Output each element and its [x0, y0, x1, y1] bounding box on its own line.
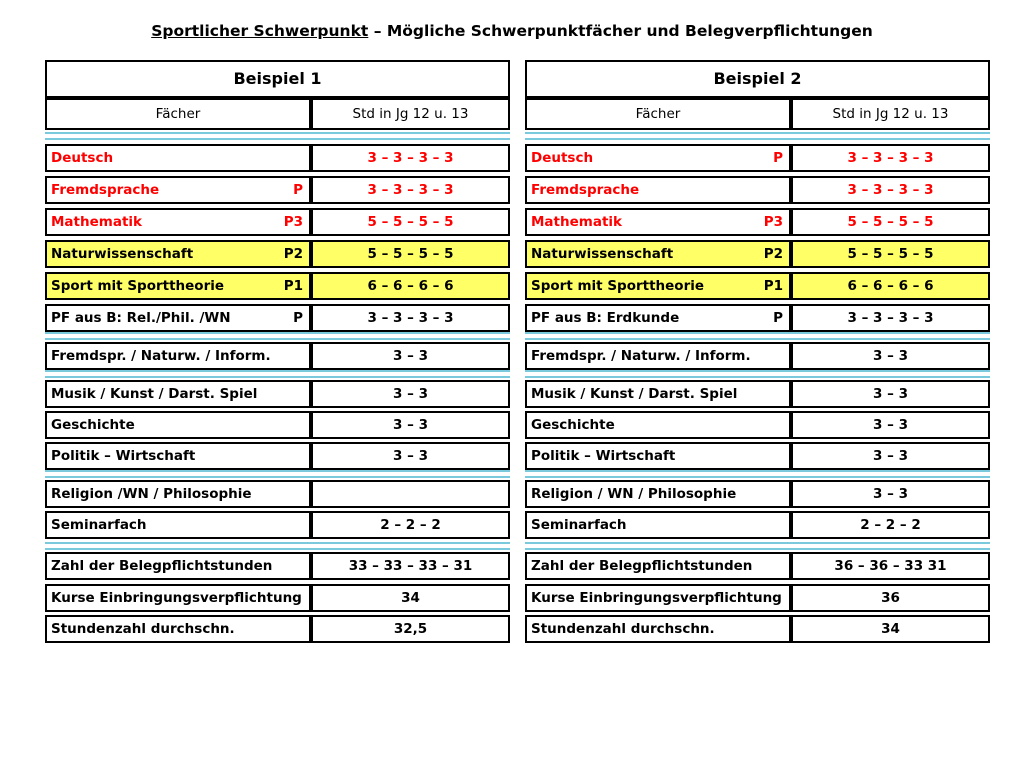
hours-cell: 34 — [791, 615, 990, 643]
table-heading: Beispiel 2 — [525, 60, 990, 98]
hours-cell: 6 – 6 – 6 – 6 — [311, 272, 510, 300]
subject-cell — [525, 380, 791, 408]
section-separator — [45, 132, 510, 140]
table-row — [45, 511, 510, 539]
subject-label: Politik – Wirtschaft — [531, 448, 676, 464]
hours-cell: 3 – 3 – 3 – 3 — [791, 304, 990, 332]
table-row — [45, 584, 510, 612]
table-row — [45, 380, 510, 408]
subject-label: Sport mit Sporttheorie — [51, 278, 225, 294]
subject-cell — [45, 584, 311, 612]
subject-cell — [525, 208, 791, 236]
page-title — [0, 22, 1024, 40]
hours-cell: 36 — [791, 584, 990, 612]
subject-cell — [45, 342, 311, 370]
exam-subject-tag: P — [293, 310, 303, 326]
hours-cell — [311, 480, 510, 508]
subject-label: Geschichte — [531, 417, 615, 433]
column-header-hours: Std in Jg 12 u. 13 — [791, 98, 990, 130]
hours-cell: 36 – 36 – 33 31 — [791, 552, 990, 580]
subject-label: Fremdsprache — [531, 182, 640, 198]
column-header-row — [525, 98, 990, 130]
subject-label: Deutsch — [531, 150, 594, 166]
subject-cell — [45, 552, 311, 580]
section-separator — [525, 370, 990, 378]
subject-cell — [525, 304, 791, 332]
table-row — [525, 272, 990, 300]
hours-cell: 3 – 3 – 3 – 3 — [791, 144, 990, 172]
hours-cell: 3 – 3 — [311, 411, 510, 439]
table-heading: Beispiel 1 — [45, 60, 510, 98]
subject-label: Zahl der Belegpflichtstunden — [531, 558, 753, 574]
subject-cell — [45, 272, 311, 300]
subject-cell — [45, 240, 311, 268]
hours-cell: 3 – 3 – 3 – 3 — [311, 176, 510, 204]
table-row — [45, 342, 510, 370]
subject-label: Religion / WN / Philosophie — [531, 486, 737, 502]
subject-cell — [525, 552, 791, 580]
table-row — [45, 442, 510, 470]
subject-label: Naturwissenschaft — [51, 246, 194, 262]
hours-cell: 3 – 3 — [311, 442, 510, 470]
subject-label: Mathematik — [51, 214, 142, 230]
subject-label: Seminarfach — [51, 517, 147, 533]
table-row — [525, 411, 990, 439]
subject-cell — [45, 480, 311, 508]
subject-cell — [525, 144, 791, 172]
subject-label: PF aus B: Rel./Phil. /WN — [51, 310, 231, 326]
exam-subject-tag: P — [293, 182, 303, 198]
table-row — [525, 342, 990, 370]
section-separator — [525, 132, 990, 140]
table-row — [45, 304, 510, 332]
subject-cell — [525, 584, 791, 612]
hours-cell: 3 – 3 – 3 – 3 — [791, 176, 990, 204]
subject-label: Geschichte — [51, 417, 135, 433]
subject-label: PF aus B: Erdkunde — [531, 310, 680, 326]
table-row — [525, 552, 990, 580]
page-title-rest: – Mögliche Schwerpunktfächer und Belegverpflichtungen — [368, 22, 873, 40]
table-row — [45, 208, 510, 236]
subject-cell — [45, 144, 311, 172]
subject-cell — [525, 176, 791, 204]
subject-label: Deutsch — [51, 150, 114, 166]
exam-subject-tag: P1 — [283, 278, 303, 294]
hours-cell: 5 – 5 – 5 – 5 — [311, 208, 510, 236]
subject-cell — [45, 304, 311, 332]
table-row — [525, 304, 990, 332]
section-separator — [45, 332, 510, 340]
hours-cell: 2 – 2 – 2 — [311, 511, 510, 539]
subject-label: Stundenzahl durchschn. — [531, 621, 715, 637]
hours-cell: 5 – 5 – 5 – 5 — [311, 240, 510, 268]
table-row — [45, 411, 510, 439]
subject-cell — [525, 411, 791, 439]
section-separator — [525, 542, 990, 550]
subject-label: Musik / Kunst / Darst. Spiel — [51, 386, 258, 402]
column-header-subjects: Fächer — [525, 98, 791, 130]
section-separator — [45, 542, 510, 550]
hours-cell: 3 – 3 — [791, 380, 990, 408]
table-row — [525, 480, 990, 508]
hours-cell: 3 – 3 — [311, 380, 510, 408]
subject-cell — [525, 511, 791, 539]
exam-subject-tag: P1 — [763, 278, 783, 294]
table-row — [45, 615, 510, 643]
subject-label: Fremdspr. / Naturw. / Inform. — [531, 348, 751, 364]
exam-subject-tag: P2 — [763, 246, 783, 262]
subject-cell — [45, 411, 311, 439]
hours-cell: 32,5 — [311, 615, 510, 643]
section-separator — [525, 470, 990, 478]
subject-cell — [525, 240, 791, 268]
subject-label: Fremdspr. / Naturw. / Inform. — [51, 348, 271, 364]
subject-cell — [45, 380, 311, 408]
subject-cell — [45, 208, 311, 236]
table-row — [525, 208, 990, 236]
hours-cell: 2 – 2 – 2 — [791, 511, 990, 539]
subject-cell — [525, 480, 791, 508]
page-title-main: Sportlicher Schwerpunkt — [151, 22, 369, 40]
section-separator — [45, 470, 510, 478]
table-row — [525, 380, 990, 408]
exam-subject-tag: P2 — [283, 246, 303, 262]
column-header-subjects: Fächer — [45, 98, 311, 130]
table-row — [45, 240, 510, 268]
table-row — [525, 511, 990, 539]
table-row — [45, 480, 510, 508]
table-row — [45, 272, 510, 300]
table-row — [45, 144, 510, 172]
exam-subject-tag: P3 — [763, 214, 783, 230]
subject-label: Religion /WN / Philosophie — [51, 486, 252, 502]
hours-cell: 3 – 3 — [791, 411, 990, 439]
subject-cell — [525, 272, 791, 300]
subject-label: Kurse Einbringungsverpflichtung — [531, 590, 782, 606]
subject-label: Kurse Einbringungsverpflichtung — [51, 590, 302, 606]
exam-subject-tag: P3 — [283, 214, 303, 230]
table-row — [45, 176, 510, 204]
subject-cell — [45, 442, 311, 470]
exam-subject-tag: P — [773, 310, 783, 326]
table-row — [525, 240, 990, 268]
subject-label: Politik – Wirtschaft — [51, 448, 196, 464]
hours-cell: 3 – 3 — [791, 480, 990, 508]
subject-label: Zahl der Belegpflichtstunden — [51, 558, 273, 574]
subject-cell — [45, 176, 311, 204]
table-row — [525, 144, 990, 172]
hours-cell: 6 – 6 – 6 – 6 — [791, 272, 990, 300]
section-separator — [525, 332, 990, 340]
table-row — [525, 442, 990, 470]
hours-cell: 3 – 3 – 3 – 3 — [311, 144, 510, 172]
table-row — [525, 615, 990, 643]
hours-cell: 3 – 3 — [311, 342, 510, 370]
section-separator — [45, 370, 510, 378]
column-header-row — [45, 98, 510, 130]
subject-label: Sport mit Sporttheorie — [531, 278, 705, 294]
subject-label: Musik / Kunst / Darst. Spiel — [531, 386, 738, 402]
hours-cell: 5 – 5 – 5 – 5 — [791, 208, 990, 236]
table-row — [45, 552, 510, 580]
table-row — [525, 584, 990, 612]
column-header-hours: Std in Jg 12 u. 13 — [311, 98, 510, 130]
subject-label: Mathematik — [531, 214, 622, 230]
hours-cell: 3 – 3 – 3 – 3 — [311, 304, 510, 332]
table-row — [525, 176, 990, 204]
subject-cell — [525, 342, 791, 370]
hours-cell: 3 – 3 — [791, 442, 990, 470]
subject-label: Naturwissenschaft — [531, 246, 674, 262]
subject-cell — [525, 615, 791, 643]
subject-label: Fremdsprache — [51, 182, 160, 198]
hours-cell: 3 – 3 — [791, 342, 990, 370]
subject-label: Stundenzahl durchschn. — [51, 621, 235, 637]
subject-cell — [45, 511, 311, 539]
hours-cell: 33 – 33 – 33 – 31 — [311, 552, 510, 580]
subject-cell — [525, 442, 791, 470]
hours-cell: 5 – 5 – 5 – 5 — [791, 240, 990, 268]
subject-cell — [45, 615, 311, 643]
hours-cell: 34 — [311, 584, 510, 612]
subject-label: Seminarfach — [531, 517, 627, 533]
exam-subject-tag: P — [773, 150, 783, 166]
